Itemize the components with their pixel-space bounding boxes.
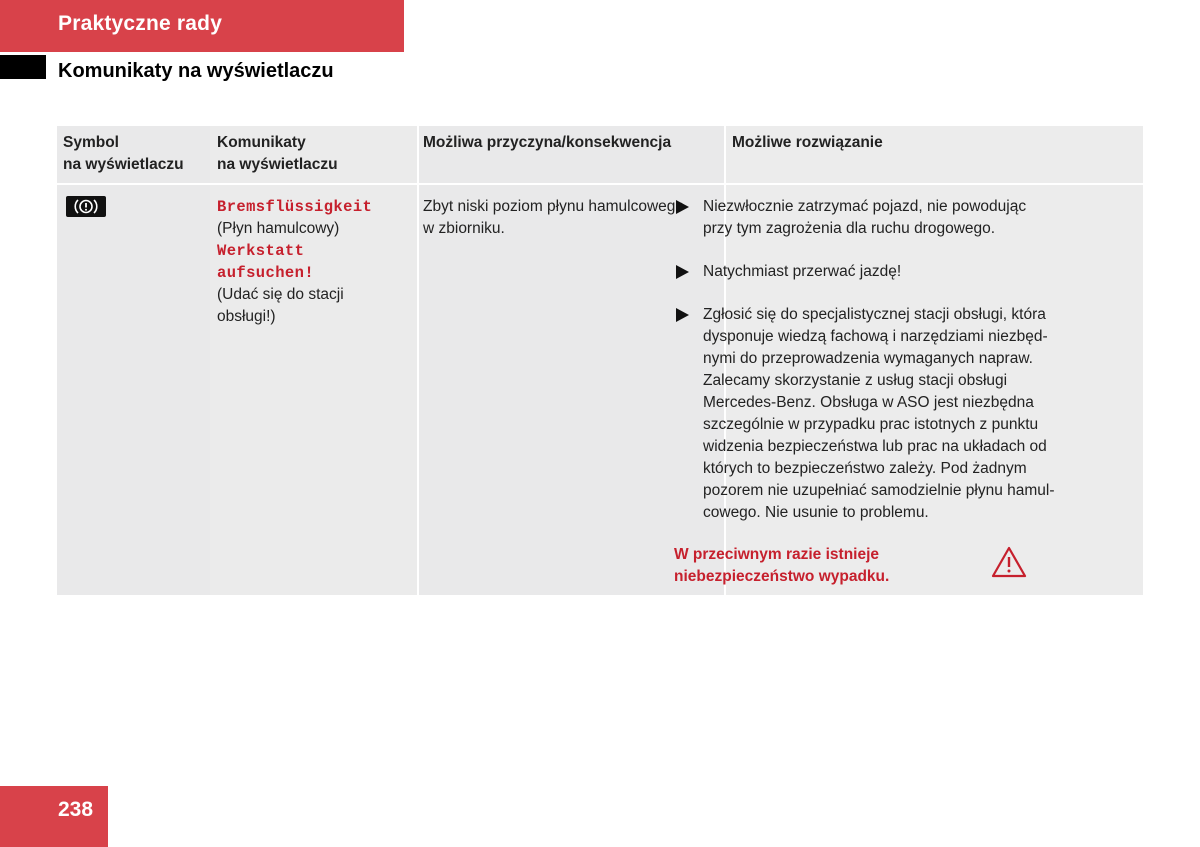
page-number: 238 bbox=[58, 798, 94, 821]
page-title: Komunikaty na wyświetlaczu bbox=[58, 60, 334, 82]
message-german-brake-fluid: Bremsflüssigkeit bbox=[217, 198, 373, 216]
message-polish-workshop-cont: obsługi!) bbox=[217, 308, 276, 325]
header-symbol: Symbol na wyświetlaczu bbox=[63, 134, 184, 173]
section-marker-tab bbox=[0, 55, 46, 79]
warning-triangle-icon bbox=[991, 546, 1027, 578]
column-divider bbox=[417, 126, 419, 595]
message-polish-brake-fluid: (Płyn hamulcowy) bbox=[217, 220, 340, 237]
bullet-arrow-icon bbox=[676, 308, 689, 322]
section-title: Praktyczne rady bbox=[58, 12, 223, 35]
header-cause: Możliwa przyczyna/konsekwencja bbox=[423, 134, 672, 151]
header-solution: Możliwe rozwiązanie bbox=[732, 134, 883, 151]
bullet-arrow-icon bbox=[676, 200, 689, 214]
header-message: Komunikaty na wyświetlaczu bbox=[217, 134, 338, 173]
header-separator bbox=[57, 183, 1143, 185]
message-german-workshop-cont: aufsuchen! bbox=[217, 264, 315, 282]
brake-warning-icon bbox=[66, 196, 106, 217]
table-header-row bbox=[57, 126, 1143, 183]
message-german-workshop: Werkstatt bbox=[217, 242, 305, 260]
cause-cell: Zbyt niski poziom płynu hamulcowego w zbiorniku. bbox=[423, 198, 685, 237]
message-cell bbox=[217, 196, 417, 328]
message-polish-workshop: (Udać się do stacji bbox=[217, 286, 344, 303]
bullet-arrow-icon bbox=[676, 265, 689, 279]
accident-warning-text: W przeciwnym razie istnieje niebezpieczeństwo wypadku. bbox=[674, 546, 890, 585]
